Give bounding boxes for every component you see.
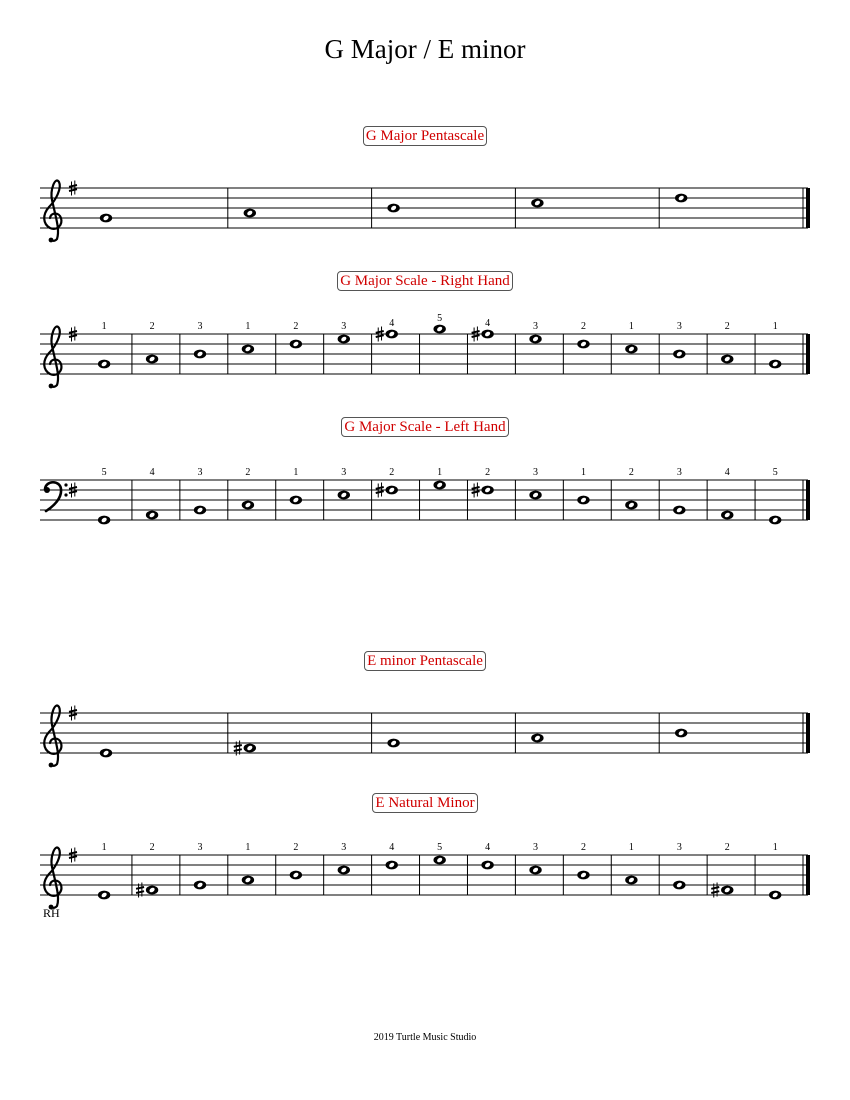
footer-copyright: 2019 Turtle Music Studio bbox=[373, 1032, 477, 1043]
fingering-number: 2 bbox=[724, 321, 730, 332]
fingering-number: 1 bbox=[628, 842, 634, 853]
section-title-e-minor-pentascale: E minor Pentascale bbox=[0, 651, 850, 671]
fingering-number: 4 bbox=[149, 467, 155, 478]
whole-note bbox=[481, 861, 493, 870]
fingering-number: 5 bbox=[772, 467, 778, 478]
section-title-e-natural-minor: E Natural Minor bbox=[0, 793, 850, 813]
fingering-number: 1 bbox=[580, 467, 586, 478]
fingering-number: 2 bbox=[245, 467, 251, 478]
fingering-number: 1 bbox=[245, 842, 251, 853]
fingering-number: 1 bbox=[772, 321, 778, 332]
fingering-number: 2 bbox=[293, 842, 299, 853]
fingering-number: 3 bbox=[533, 467, 539, 478]
fingering-number: 3 bbox=[341, 321, 347, 332]
fingering-number: 5 bbox=[437, 313, 443, 324]
fingering-number: 3 bbox=[676, 321, 682, 332]
whole-note bbox=[529, 866, 541, 875]
fingering-number: 5 bbox=[437, 842, 443, 853]
whole-note bbox=[433, 856, 445, 865]
section-title-g-major-scale-right-hand: G Major Scale - Right Hand bbox=[0, 271, 850, 291]
whole-note bbox=[721, 886, 733, 895]
whole-note bbox=[673, 881, 685, 890]
fingering-number: 1 bbox=[245, 321, 251, 332]
fingering-number: 1 bbox=[437, 467, 443, 478]
fingering-number: 1 bbox=[628, 321, 634, 332]
fingering-number: 4 bbox=[389, 318, 395, 329]
fingering-number: 3 bbox=[197, 842, 203, 853]
fingering-number: 2 bbox=[485, 467, 491, 478]
fingering-number: 3 bbox=[197, 467, 203, 478]
page-title: G Major / E minor bbox=[324, 34, 526, 64]
fingering-number: 3 bbox=[533, 321, 539, 332]
whole-note bbox=[290, 871, 302, 880]
fingering-number: 2 bbox=[580, 321, 586, 332]
fingering-number: 4 bbox=[485, 842, 491, 853]
fingering-number: 3 bbox=[533, 842, 539, 853]
whole-note bbox=[577, 871, 589, 880]
fingering-number: 4 bbox=[485, 318, 491, 329]
fingering-number: 2 bbox=[149, 321, 155, 332]
section-title-g-major-pentascale: G Major Pentascale bbox=[0, 126, 850, 146]
section-title-g-major-scale-left-hand: G Major Scale - Left Hand bbox=[0, 417, 850, 437]
fingering-number: 3 bbox=[676, 467, 682, 478]
whole-note bbox=[338, 866, 350, 875]
fingering-number: 2 bbox=[580, 842, 586, 853]
fingering-number: 2 bbox=[293, 321, 299, 332]
whole-note bbox=[146, 886, 158, 895]
fingering-number: 4 bbox=[724, 467, 730, 478]
fingering-number: 3 bbox=[676, 842, 682, 853]
fingering-number: 3 bbox=[197, 321, 203, 332]
fingering-number: 2 bbox=[724, 842, 730, 853]
fingering-number: 5 bbox=[101, 467, 107, 478]
fingering-number: 2 bbox=[628, 467, 634, 478]
treble-clef-icon bbox=[44, 848, 61, 910]
whole-note bbox=[769, 891, 781, 900]
fingering-number: 1 bbox=[293, 467, 299, 478]
whole-note bbox=[242, 876, 254, 885]
fingering-number: 3 bbox=[341, 467, 347, 478]
final-bar-thick bbox=[806, 855, 810, 895]
fingering-number: 4 bbox=[389, 842, 395, 853]
whole-note bbox=[194, 881, 206, 890]
whole-note bbox=[386, 861, 398, 870]
fingering-number: 1 bbox=[101, 842, 107, 853]
fingering-number: 2 bbox=[389, 467, 395, 478]
fingering-number: 3 bbox=[341, 842, 347, 853]
fingering-number: 1 bbox=[772, 842, 778, 853]
hand-label: RH bbox=[43, 906, 60, 920]
fingering-number: 2 bbox=[149, 842, 155, 853]
whole-note bbox=[625, 876, 637, 885]
whole-note bbox=[98, 891, 110, 900]
fingering-number: 1 bbox=[101, 321, 107, 332]
